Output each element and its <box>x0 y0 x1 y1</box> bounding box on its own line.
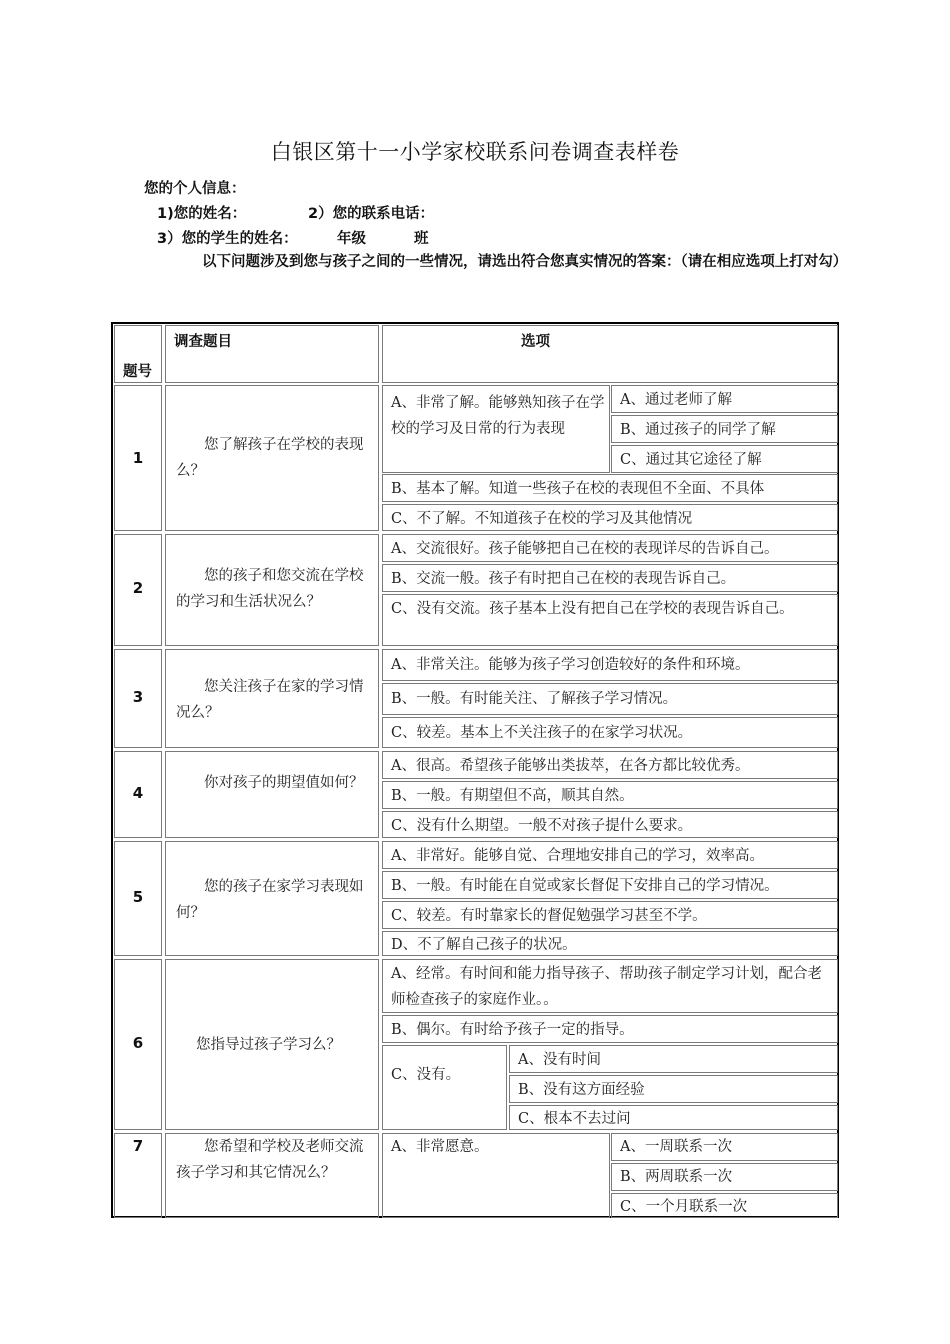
q7-number-cell <box>114 1133 162 1218</box>
q3-option-a[interactable]: A、非常关注。能够为孩子学习创造较好的条件和环境。 <box>382 649 838 681</box>
q1-option-c[interactable]: C、不了解。不知道孩子在校的学习及其他情况 <box>382 504 838 531</box>
phone-label: 2）您的联系电话： <box>308 206 435 222</box>
q7-option-a2[interactable]: B、两周联系一次 <box>611 1163 838 1191</box>
q4-option-c[interactable]: C、没有什么期望。一般不对孩子提什么要求。 <box>382 811 838 838</box>
q7-option-a[interactable]: A、非常愿意。 <box>382 1133 610 1218</box>
q5-option-d[interactable]: D、不了解自己孩子的状况。 <box>382 931 838 956</box>
document-title: 白银区第十一小学家校联系问卷调查表样卷 <box>270 140 680 164</box>
q5-option-c[interactable]: C、较差。有时靠家长的督促勉强学习甚至不学。 <box>382 901 838 929</box>
q3-option-b[interactable]: B、一般。有时能关注、了解孩子学习情况。 <box>382 683 838 715</box>
q1-option-a3[interactable]: C、通过其它途径了解 <box>611 445 838 473</box>
q1-question: 您了解孩子在学校的表现么？ <box>165 385 379 531</box>
header-number-cell <box>114 325 162 383</box>
q7-option-a3[interactable]: C、一个月联系一次 <box>611 1193 838 1218</box>
grade-label: 年级 <box>337 231 366 247</box>
header-options: 选项 <box>521 334 550 350</box>
q6-option-c3[interactable]: C、根本不去过问 <box>509 1105 838 1130</box>
q3-question: 您关注孩子在家的学习情况么？ <box>165 649 379 748</box>
q3-option-c[interactable]: C、较差。基本上不关注孩子的在家学习状况。 <box>382 717 838 748</box>
q1-option-a2[interactable]: B、通过孩子的同学了解 <box>611 415 838 443</box>
q2-option-c[interactable]: C、没有交流。孩子基本上没有把自己在学校的表现告诉自己。 <box>382 594 838 646</box>
q3-number: 3 <box>132 688 144 706</box>
class-label: 班 <box>414 231 429 247</box>
q6-option-c[interactable]: C、没有。 <box>382 1045 507 1130</box>
header-number: 题号 <box>123 364 152 380</box>
q1-option-a[interactable]: A、非常了解。能够熟知孩子在学校的学习及日常的行为表现 <box>382 385 610 473</box>
q4-question: 你对孩子的期望值如何？ <box>165 751 379 838</box>
parent-name-label: 1)您的姓名： <box>157 206 247 222</box>
personal-info-heading: 您的个人信息： <box>144 181 246 197</box>
instruction-text: 以下问题涉及到您与孩子之间的一些情况，请选出符合您真实情况的答案：（请在相应选项上打对勾） <box>202 254 848 270</box>
q2-option-a[interactable]: A、交流很好。孩子能够把自己在校的表现详尽的告诉自己。 <box>382 534 838 562</box>
q7-option-a1[interactable]: A、一周联系一次 <box>611 1133 838 1161</box>
header-question-cell <box>165 325 379 383</box>
q4-option-b[interactable]: B、一般。有期望但不高，顺其自然。 <box>382 781 838 809</box>
student-name-label: 3）您的学生的姓名： <box>157 231 298 247</box>
q1-number-cell <box>114 385 162 531</box>
q5-option-a[interactable]: A、非常好。能够自觉、合理地安排自己的学习，效率高。 <box>382 841 838 869</box>
header-options-cell <box>382 325 838 383</box>
q2-number-cell <box>114 534 162 646</box>
q6-option-c2[interactable]: B、没有这方面经验 <box>509 1075 838 1103</box>
q4-number-cell <box>114 751 162 838</box>
survey-table <box>111 322 839 1218</box>
q1-number: 1 <box>132 449 144 467</box>
q6-option-c1[interactable]: A、没有时间 <box>509 1045 838 1073</box>
q6-option-a[interactable]: A、经常。有时间和能力指导孩子、帮助孩子制定学习计划，配合老师检查孩子的家庭作业。。 <box>382 959 838 1013</box>
q3-number-cell <box>114 649 162 748</box>
q6-number: 6 <box>132 1034 144 1052</box>
q2-option-b[interactable]: B、交流一般。孩子有时把自己在校的表现告诉自己。 <box>382 564 838 592</box>
q5-question: 您的孩子在家学习表现如何？ <box>165 841 379 956</box>
q6-number-cell <box>114 959 162 1130</box>
q5-option-b[interactable]: B、一般。有时能在自觉或家长督促下安排自己的学习情况。 <box>382 871 838 899</box>
q7-number: 7 <box>132 1137 144 1155</box>
q5-number-cell <box>114 841 162 956</box>
q4-option-a[interactable]: A、很高。希望孩子能够出类拔萃，在各方都比较优秀。 <box>382 751 838 779</box>
q1-option-b[interactable]: B、基本了解。知道一些孩子在校的表现但不全面、不具体 <box>382 474 838 502</box>
q6-option-b[interactable]: B、偶尔。有时给予孩子一定的指导。 <box>382 1015 838 1043</box>
header-question: 调查题目 <box>174 334 232 350</box>
q5-number: 5 <box>132 888 144 906</box>
q7-question: 您希望和学校及老师交流孩子学习和其它情况么？ <box>165 1133 379 1218</box>
q1-option-a1[interactable]: A、通过老师了解 <box>611 385 838 413</box>
q2-number: 2 <box>132 579 144 597</box>
q6-question: 您指导过孩子学习么？ <box>165 959 379 1130</box>
q2-question: 您的孩子和您交流在学校的学习和生活状况么？ <box>165 534 379 646</box>
q4-number: 4 <box>132 784 144 802</box>
